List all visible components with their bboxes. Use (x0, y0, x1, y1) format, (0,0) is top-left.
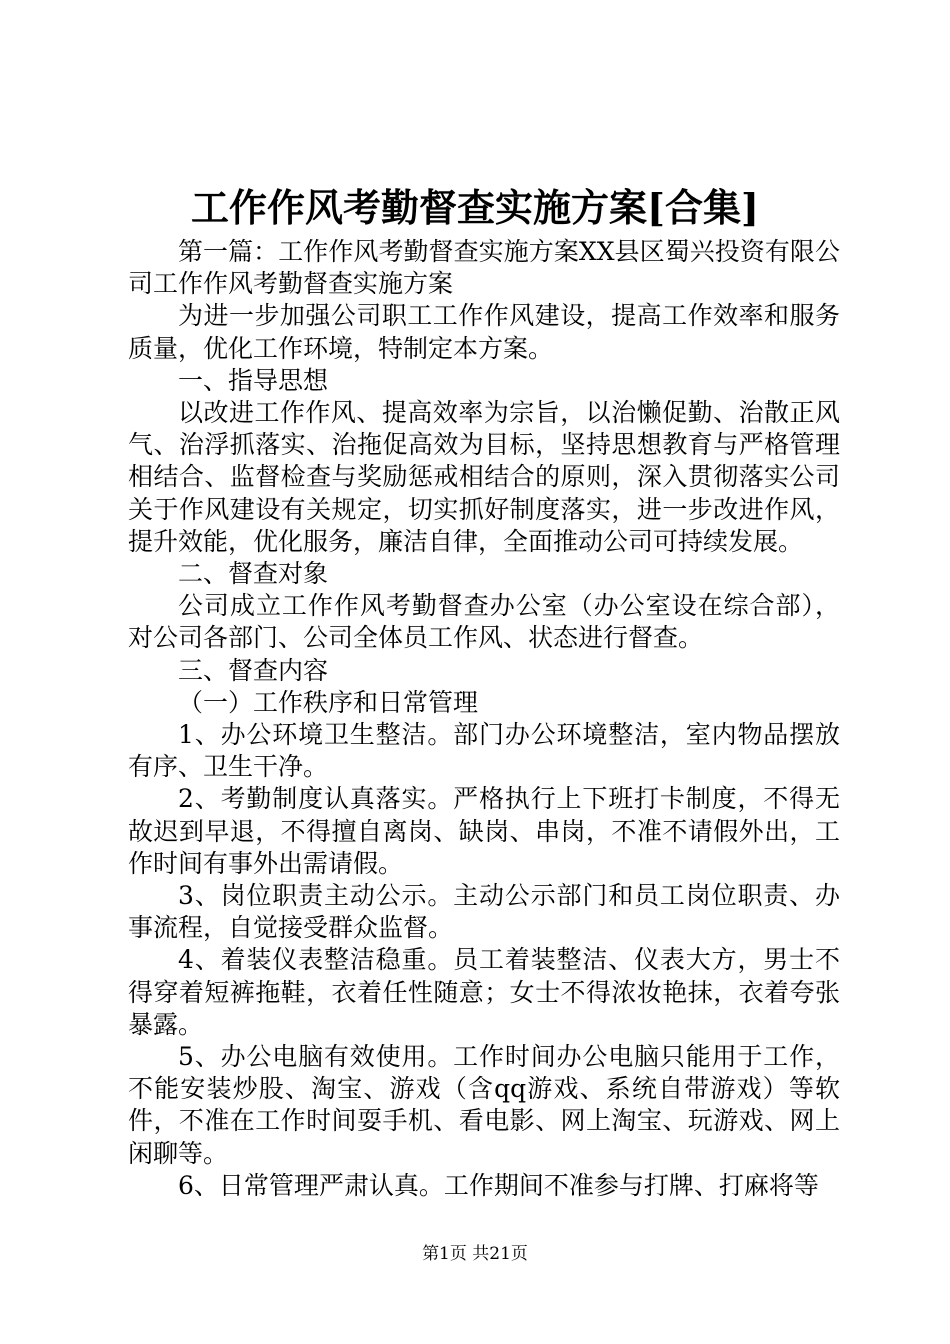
section-heading: 一、指导思想 (178, 365, 329, 395)
document-body (128, 236, 840, 1202)
list-item: 3、岗位职责主动公示。主动公示部门和员工岗位职责、办事流程，自觉接受群众监督。 (128, 881, 840, 943)
list-item: 2、考勤制度认真落实。严格执行上下班打卡制度，不得无故迟到早退，不得擅自离岗、缺岗、串岗，不准不请假外出，工作时间有事外出需请假。 (128, 784, 840, 878)
list-item: 5、办公电脑有效使用。工作时间办公电脑只能用于工作，不能安装炒股、淘宝、游戏（含qq游戏、系统自带游戏）等软件，不准在工作时间耍手机、看电影、网上淘宝、玩游戏、网上闲聊等。 (128, 1042, 840, 1168)
list-item: 4、着装仪表整洁稳重。员工着装整洁、仪表大方，男士不得穿着短裤拖鞋，衣着任性随意；女士不得浓妆艳抹，衣着夸张暴露。 (128, 945, 840, 1039)
paragraph: 第一篇：工作作风考勤督查实施方案XX县区蜀兴投资有限公司工作作风考勤督查实施方案 (128, 237, 840, 299)
paragraph: 以改进工作作风、提高效率为宗旨，以治懒促勤、治散正风气、治浮抓落实、治拖促高效为目标，坚持思想教育与严格管理相结合、监督检查与奖励惩戒相结合的原则，深入贯彻落实公司关于作风建设有关规定，切实抓好制度落实，进一步改进作风，提升效能，优化服务，廉洁自律，全面推动公司可持续发展。 (128, 398, 840, 556)
paragraph: 为进一步加强公司职工工作作风建设，提高工作效率和服务质量，优化工作环境，特制定本方案。 (128, 301, 840, 363)
subsection-heading: （一）工作秩序和日常管理 (178, 687, 479, 717)
paragraph: 公司成立工作作风考勤督查办公室（办公室设在综合部），对公司各部门、公司全体员工作风、状态进行督查。 (128, 591, 840, 653)
section-heading: 二、督查对象 (178, 559, 329, 589)
document-title: 工作作风考勤督查实施方案[合集] (191, 185, 759, 230)
section-heading: 三、督查内容 (178, 655, 329, 685)
page-number: 第1页 共21页 (422, 1244, 528, 1264)
list-item: 1、办公环境卫生整洁。部门办公环境整洁，室内物品摆放有序、卫生干净。 (128, 720, 840, 782)
list-item: 6、日常管理严肃认真。工作期间不准参与打牌、打麻将等 (178, 1170, 819, 1200)
